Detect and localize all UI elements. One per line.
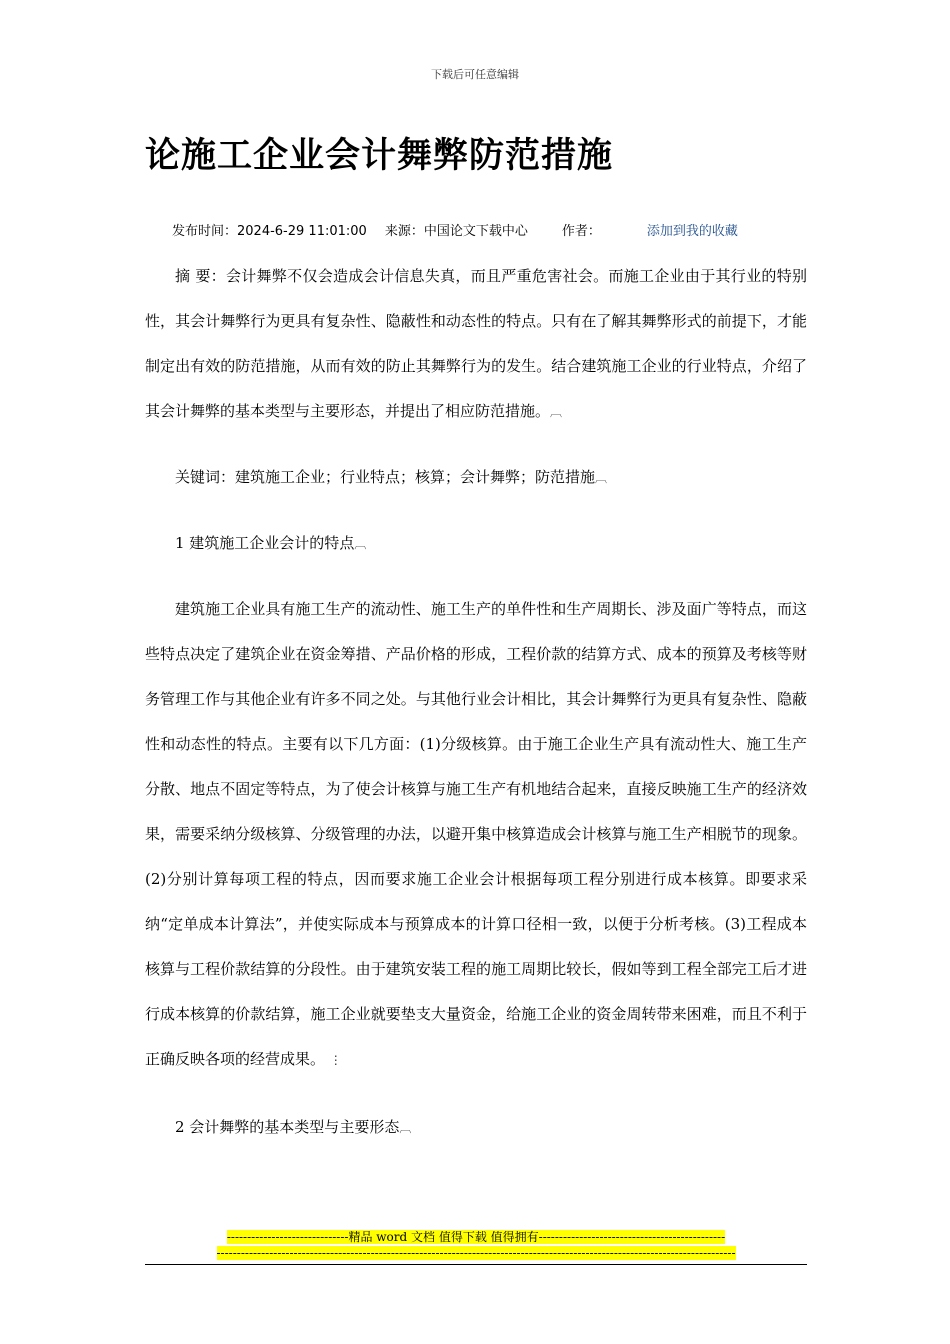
- paragraph-mark-icon: ︹: [354, 537, 367, 551]
- article-meta: [172, 220, 738, 239]
- footer-line-1: ------------------------------精品 word 文档 值得下载 值得拥有----------------------------------------------: [226, 1230, 726, 1244]
- section-heading: 2 会计舞弊的基本类型与主要形态︹: [175, 1118, 412, 1136]
- article-body: [145, 254, 807, 1151]
- body-paragraph: 建筑施工企业具有施工生产的流动性、施工生产的单件性和生产周期长、涉及面广等特点，而这些特点决定了建筑企业在资金筹措、产品价格的形成，工程价款的结算方式、成本的预算及考核等财务管理工作与其他企业有许多不同之处。与其他行业会计相比，其会计舞弊行为更具有复杂性、隐蔽性和动态性的特点。主要有以下几方面：(1)分级核算。由于施工企业生产具有流动性大、施工生产分散、地点不固定等特点，为了使会计核算与施工生产有机地结合起来，直接反映施工生产的经济效果，需要采纳分级核算、分级管理的办法，以避开集中核算造成会计核算与施工生产相脱节的现象。(2)分别计算每项工程的特点，因而要求施工企业会计根据每项工程分别进行成本核算。即要求采纳“定单成本计算法”，并使实际成本与预算成本的计算口径相一致，以便于分析考核。(3)工程成本核算与工程价款结算的分段性。由于建筑安装工程的施工周期比较长，假如等到工程全部完工后才进行成本核算的价款结算，施工企业就要垫支大量资金，给施工企业的资金周转带来困难，而且不利于正确反映各项的经营成果。 ⋮: [145, 600, 807, 1068]
- paragraph-mark-icon: ︹: [595, 471, 608, 485]
- footer-line-2: --------------------------------------------------------------------------------------------------------------------------------: [216, 1246, 736, 1260]
- date-value: 2024-6-29 11:01:00: [237, 224, 367, 239]
- footer-banner: [145, 1229, 807, 1265]
- section-heading: 1 建筑施工企业会计的特点︹: [175, 534, 367, 552]
- page-title: 论施工企业会计舞弊防范措施: [145, 136, 614, 176]
- author-text: 作者：: [561, 224, 601, 239]
- date-label: 发布时间：: [172, 224, 238, 239]
- abstract-paragraph: 摘 要：会计舞弊不仅会造成会计信息失真，而且严重危害社会。而施工企业由于其行业的特别性，其会计舞弊行为更具有复杂性、隐蔽性和动态性的特点。只有在了解其舞弊形式的前提下，才能制定出有效的防范措施，从而有效的防止其舞弊行为的发生。结合建筑施工企业的行业特点，介绍了其会计舞弊的基本类型与主要形态，并提出了相应防范措施。︹: [145, 267, 807, 420]
- footer-divider: [145, 1264, 807, 1265]
- paragraph-mark-icon: ︹: [399, 1121, 412, 1135]
- header-note: 下载后可任意编辑: [431, 68, 519, 81]
- keywords-paragraph: 关键词：建筑施工企业；行业特点；核算；会计舞弊；防范措施︹: [175, 468, 608, 486]
- add-favorite-link[interactable]: 添加到我的收藏: [646, 224, 738, 239]
- vertical-mark-icon: ⋮: [329, 1053, 342, 1067]
- source-text: 来源：中国论文下载中心: [384, 224, 528, 239]
- paragraph-mark-icon: ︹: [550, 405, 563, 419]
